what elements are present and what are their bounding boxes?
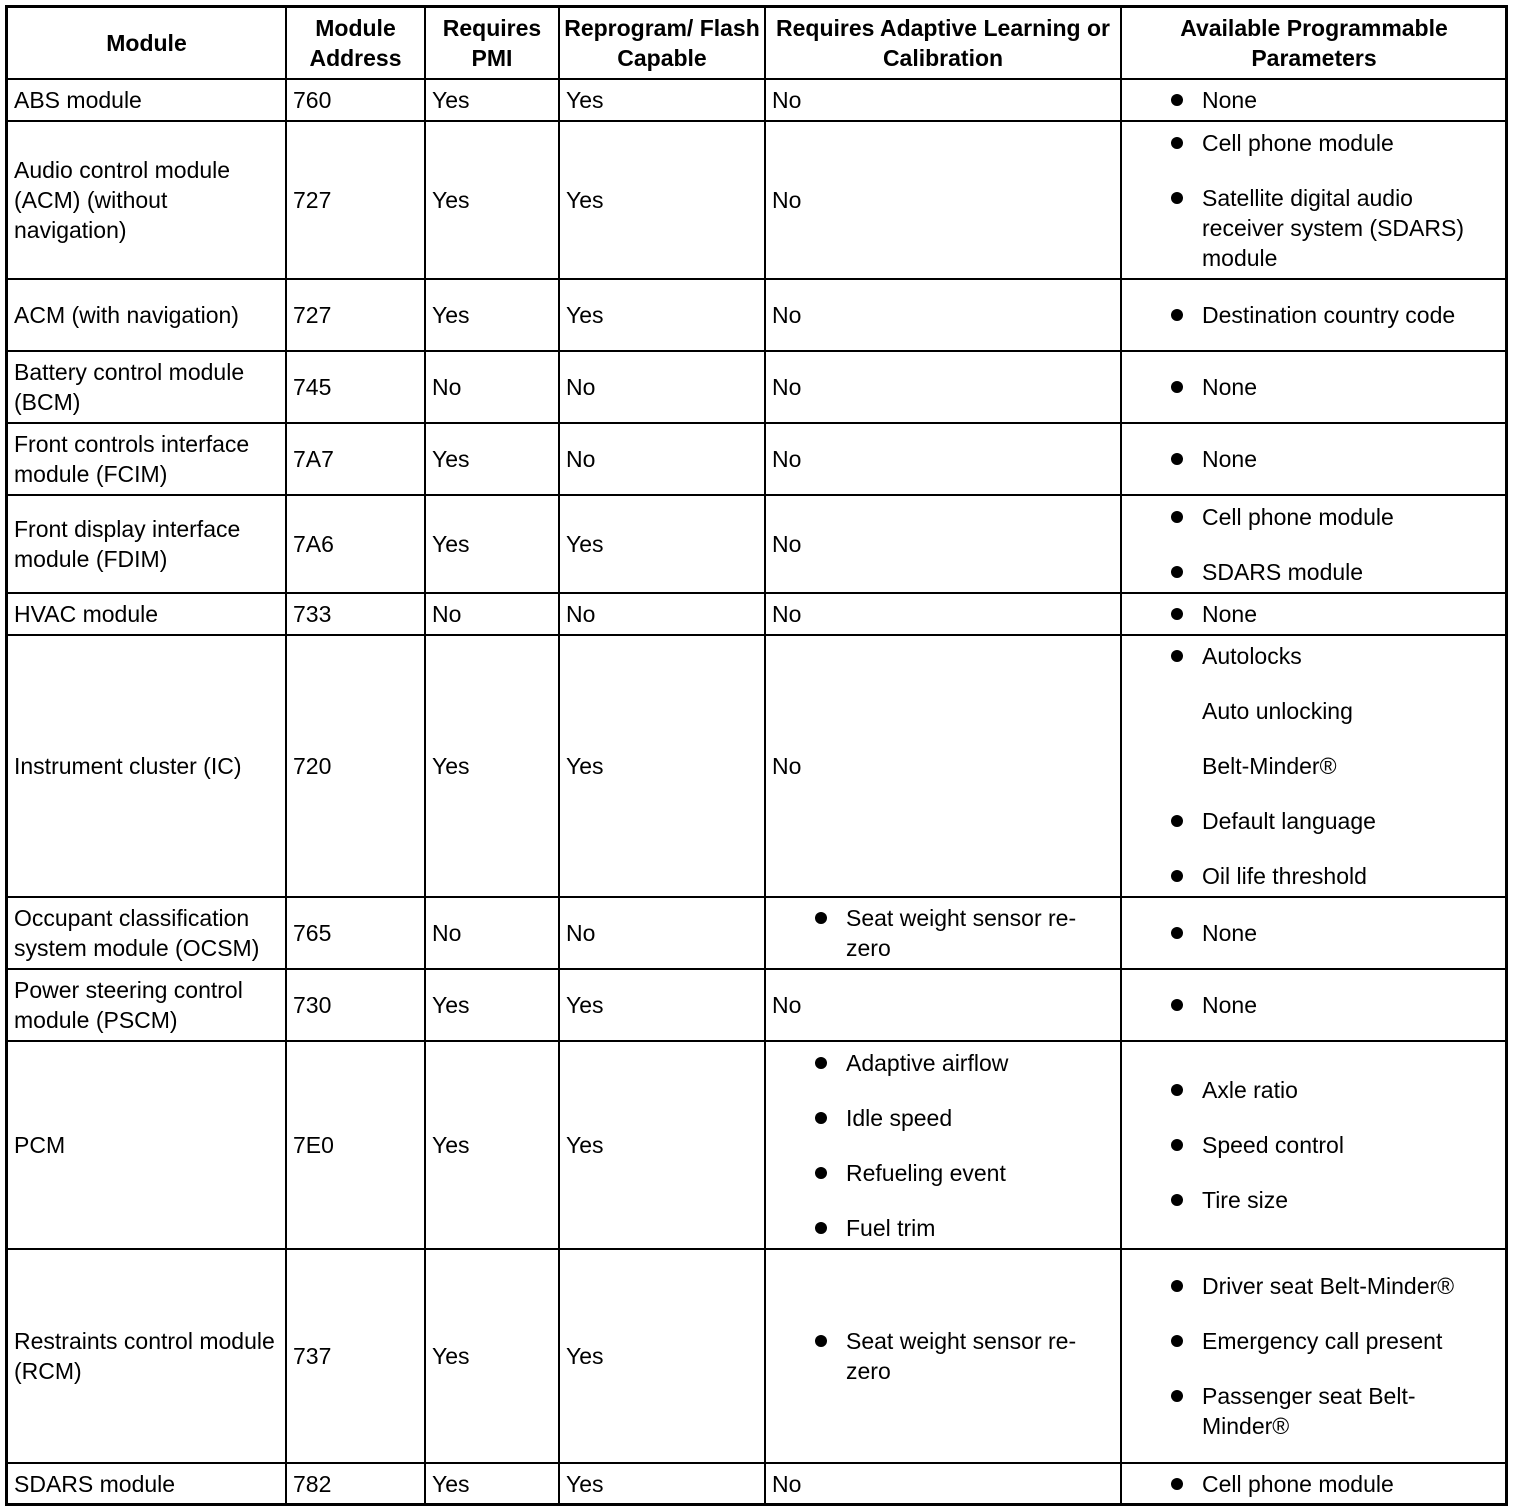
module-value: Occupant classification system module (OCSM) xyxy=(14,905,260,961)
module-value: SDARS module xyxy=(14,1471,176,1497)
cell-flash xyxy=(560,898,764,968)
params-list xyxy=(1122,1271,1506,1441)
address-value: 733 xyxy=(293,601,332,627)
list-item xyxy=(1122,861,1506,891)
cell-adaptive xyxy=(766,496,1120,592)
cell-pmi xyxy=(426,122,558,278)
bullet-icon xyxy=(1171,1280,1183,1292)
cell-pmi xyxy=(426,594,558,634)
cell-flash xyxy=(560,496,764,592)
list-item-text: Fuel trim xyxy=(846,1214,936,1241)
pmi-value: Yes xyxy=(432,753,470,779)
flash-value: Yes xyxy=(566,992,604,1018)
bullet-icon xyxy=(1171,1335,1183,1347)
address-value: 7A6 xyxy=(293,531,334,557)
list-item xyxy=(1122,557,1506,587)
params-list xyxy=(1122,128,1506,273)
cell-module xyxy=(8,424,285,494)
cell-adaptive xyxy=(766,122,1120,278)
header-label: Module xyxy=(106,30,187,56)
cell-address xyxy=(287,898,424,968)
bullet-icon xyxy=(1171,999,1183,1011)
cell-flash xyxy=(560,1042,764,1248)
bullet-icon xyxy=(1171,608,1183,620)
cell-flash xyxy=(560,970,764,1040)
list-item-text: None xyxy=(1202,992,1257,1018)
bullet-icon xyxy=(815,1167,827,1179)
module-value: Front display interface module (FDIM) xyxy=(14,516,241,572)
cell-params xyxy=(1122,122,1506,278)
flash-value: No xyxy=(566,920,596,946)
bullet-icon xyxy=(815,1222,827,1234)
list-item xyxy=(1122,990,1506,1020)
adaptive-list xyxy=(766,1048,1120,1243)
bullet-icon xyxy=(1171,1194,1183,1206)
cell-address xyxy=(287,496,424,592)
list-item xyxy=(1122,372,1506,402)
module-value: HVAC module xyxy=(14,601,159,627)
list-item-text: Seat weight sensor re-zero xyxy=(846,905,1077,961)
params-list xyxy=(1122,300,1506,330)
bullet-icon xyxy=(1171,381,1183,393)
pmi-value: No xyxy=(432,920,462,946)
pmi-value: Yes xyxy=(432,1343,470,1369)
module-value: Front controls interface module (FCIM) xyxy=(14,431,250,487)
cell-params xyxy=(1122,636,1506,896)
bullet-icon xyxy=(1171,94,1183,106)
list-item-text: Passenger seat Belt-Minder® xyxy=(1202,1383,1416,1439)
list-item-text: Destination country code xyxy=(1202,302,1456,328)
module-value: PCM xyxy=(14,1132,66,1158)
cell-adaptive xyxy=(766,352,1120,422)
list-item-text: Oil life threshold xyxy=(1202,863,1367,889)
list-item-text: Autolocks xyxy=(1202,643,1302,669)
adaptive-value: No xyxy=(772,374,802,400)
bullet-icon xyxy=(815,1057,827,1069)
cell-module xyxy=(8,970,285,1040)
cell-address xyxy=(287,280,424,350)
bullet-icon xyxy=(1171,1478,1183,1490)
flash-value: Yes xyxy=(566,531,604,557)
adaptive-value: No xyxy=(772,302,802,328)
address-value: 760 xyxy=(293,87,332,113)
address-value: 765 xyxy=(293,920,332,946)
bullet-icon xyxy=(1171,511,1183,523)
module-value: ABS module xyxy=(14,87,142,113)
list-item xyxy=(1122,1271,1506,1301)
cell-module xyxy=(8,594,285,634)
cell-flash xyxy=(560,122,764,278)
cell-pmi xyxy=(426,424,558,494)
cell-adaptive xyxy=(766,280,1120,350)
list-item-text: Axle ratio xyxy=(1202,1077,1298,1103)
header-label: Available Programmable Parameters xyxy=(1180,15,1448,71)
header-flash xyxy=(560,8,764,78)
list-item-text: Auto unlocking xyxy=(1202,698,1353,724)
bullet-icon xyxy=(815,912,827,924)
list-item xyxy=(1122,502,1506,532)
cell-module xyxy=(8,898,285,968)
list-item-text: Belt-Minder® xyxy=(1202,753,1337,779)
header-params xyxy=(1122,8,1506,78)
module-value: Audio control module (ACM) (without navigation) xyxy=(14,157,231,243)
cell-adaptive xyxy=(766,594,1120,634)
list-item xyxy=(1122,599,1506,629)
list-item xyxy=(1122,1185,1506,1215)
list-item-text: Cell phone module xyxy=(1202,503,1394,530)
list-item xyxy=(1122,641,1506,671)
adaptive-list xyxy=(766,903,1120,963)
list-item xyxy=(766,903,1120,963)
adaptive-value: No xyxy=(772,1471,802,1497)
pmi-value: Yes xyxy=(432,446,470,472)
cell-pmi xyxy=(426,496,558,592)
list-item xyxy=(1122,1075,1506,1105)
list-item-text: Refueling event xyxy=(846,1159,1006,1186)
cell-params xyxy=(1122,280,1506,350)
cell-params xyxy=(1122,594,1506,634)
params-list xyxy=(1122,1469,1506,1499)
pmi-value: No xyxy=(432,374,462,400)
cell-params xyxy=(1122,1250,1506,1462)
cell-module xyxy=(8,80,285,120)
cell-address xyxy=(287,1464,424,1504)
address-value: 737 xyxy=(293,1343,332,1369)
adaptive-value: No xyxy=(772,87,802,113)
cell-flash xyxy=(560,594,764,634)
cell-module xyxy=(8,496,285,592)
list-item-text: Adaptive airflow xyxy=(846,1049,1009,1076)
list-item xyxy=(1122,300,1506,330)
cell-pmi xyxy=(426,1464,558,1504)
list-item xyxy=(1122,918,1506,948)
list-item xyxy=(1122,1326,1506,1356)
cell-params xyxy=(1122,352,1506,422)
params-list xyxy=(1122,372,1506,402)
cell-flash xyxy=(560,424,764,494)
params-list xyxy=(1122,641,1506,891)
address-value: 745 xyxy=(293,374,332,400)
list-item xyxy=(1122,183,1506,273)
header-adaptive xyxy=(766,8,1120,78)
list-item-text: None xyxy=(1202,87,1257,113)
params-list xyxy=(1122,502,1506,587)
list-item-text: Speed control xyxy=(1202,1132,1344,1158)
cell-adaptive xyxy=(766,80,1120,120)
bullet-icon xyxy=(1171,650,1183,662)
adaptive-value: No xyxy=(772,531,802,557)
bullet-icon xyxy=(1171,309,1183,321)
params-list xyxy=(1122,85,1506,115)
cell-params xyxy=(1122,80,1506,120)
cell-flash xyxy=(560,1250,764,1462)
cell-pmi xyxy=(426,898,558,968)
cell-pmi xyxy=(426,970,558,1040)
cell-address xyxy=(287,424,424,494)
address-value: 782 xyxy=(293,1471,332,1497)
cell-address xyxy=(287,122,424,278)
bullet-icon xyxy=(1171,1390,1183,1402)
list-item-text: Default language xyxy=(1202,808,1376,834)
flash-value: No xyxy=(566,601,596,627)
cell-address xyxy=(287,80,424,120)
cell-module xyxy=(8,352,285,422)
pmi-value: No xyxy=(432,601,462,627)
flash-value: Yes xyxy=(566,1471,604,1497)
adaptive-value: No xyxy=(772,992,802,1018)
adaptive-value: No xyxy=(772,446,802,472)
header-pmi xyxy=(426,8,558,78)
cell-adaptive xyxy=(766,970,1120,1040)
list-item-text: SDARS module xyxy=(1202,558,1364,585)
adaptive-value: No xyxy=(772,601,802,627)
list-item xyxy=(766,1326,1120,1386)
address-value: 730 xyxy=(293,992,332,1018)
module-value: Restraints control module (RCM) xyxy=(14,1328,275,1384)
cell-flash xyxy=(560,280,764,350)
flash-value: Yes xyxy=(566,1132,604,1158)
pmi-value: Yes xyxy=(432,1471,470,1497)
pmi-value: Yes xyxy=(432,1132,470,1158)
cell-adaptive xyxy=(766,636,1120,896)
cell-params xyxy=(1122,898,1506,968)
flash-value: No xyxy=(566,374,596,400)
cell-pmi xyxy=(426,280,558,350)
cell-adaptive xyxy=(766,1042,1120,1248)
module-value: ACM (with navigation) xyxy=(14,302,239,328)
list-item xyxy=(1122,1381,1506,1441)
cell-module xyxy=(8,1250,285,1462)
cell-pmi xyxy=(426,1250,558,1462)
flash-value: Yes xyxy=(566,187,604,213)
list-item xyxy=(766,1048,1120,1078)
bullet-icon xyxy=(1171,927,1183,939)
pmi-value: Yes xyxy=(432,302,470,328)
list-item xyxy=(766,1158,1120,1188)
cell-module xyxy=(8,122,285,278)
params-list xyxy=(1122,918,1506,948)
cell-module xyxy=(8,1464,285,1504)
cell-adaptive xyxy=(766,424,1120,494)
pmi-value: Yes xyxy=(432,187,470,213)
list-item-text: None xyxy=(1202,374,1257,400)
address-value: 727 xyxy=(293,187,332,213)
bullet-icon xyxy=(1171,453,1183,465)
list-item xyxy=(1122,1469,1506,1499)
header-label: Requires PMI xyxy=(442,15,542,71)
header-label: Reprogram/ Flash Capable xyxy=(564,15,760,71)
cell-params xyxy=(1122,424,1506,494)
params-list xyxy=(1122,1075,1506,1215)
list-item-text: Driver seat Belt-Minder® xyxy=(1202,1273,1455,1299)
cell-flash xyxy=(560,352,764,422)
list-item xyxy=(1122,1130,1506,1160)
cell-params xyxy=(1122,970,1506,1040)
module-value: Battery control module (BCM) xyxy=(14,359,245,415)
pmi-value: Yes xyxy=(432,87,470,113)
cell-module xyxy=(8,636,285,896)
cell-adaptive xyxy=(766,1250,1120,1462)
bullet-icon xyxy=(1171,566,1183,578)
list-item-text: Satellite digital audio receiver system (SDARS) module xyxy=(1202,184,1464,271)
adaptive-value: No xyxy=(772,187,802,213)
header-module xyxy=(8,8,285,78)
flash-value: Yes xyxy=(566,302,604,328)
flash-value: Yes xyxy=(566,753,604,779)
header-label: Requires Adaptive Learning or Calibration xyxy=(776,15,1110,71)
cell-flash xyxy=(560,1464,764,1504)
list-item xyxy=(1122,751,1506,781)
address-value: 7A7 xyxy=(293,446,334,472)
list-item xyxy=(1122,696,1506,726)
list-item-text: Idle speed xyxy=(846,1104,953,1131)
address-value: 7E0 xyxy=(293,1132,334,1158)
bullet-icon xyxy=(1171,815,1183,827)
adaptive-value: No xyxy=(772,753,802,779)
address-value: 727 xyxy=(293,302,332,328)
list-item-text: None xyxy=(1202,920,1257,946)
cell-address xyxy=(287,352,424,422)
cell-module xyxy=(8,1042,285,1248)
cell-address xyxy=(287,1042,424,1248)
list-item xyxy=(1122,85,1506,115)
bullet-icon xyxy=(1171,1084,1183,1096)
cell-address xyxy=(287,636,424,896)
flash-value: No xyxy=(566,446,596,472)
cell-pmi xyxy=(426,352,558,422)
bullet-icon xyxy=(1171,1139,1183,1151)
list-item-text: None xyxy=(1202,446,1257,472)
list-item-text: Cell phone module xyxy=(1202,129,1394,156)
bullet-icon xyxy=(815,1335,827,1347)
bullet-icon xyxy=(1171,137,1183,149)
list-item xyxy=(1122,806,1506,836)
cell-adaptive xyxy=(766,1464,1120,1504)
list-item xyxy=(766,1103,1120,1133)
list-item xyxy=(766,1213,1120,1243)
cell-flash xyxy=(560,636,764,896)
flash-value: Yes xyxy=(566,87,604,113)
header-label: Module Address xyxy=(309,15,402,71)
list-item-text: Tire size xyxy=(1202,1187,1289,1213)
module-value: Instrument cluster (IC) xyxy=(14,753,242,779)
pmi-value: Yes xyxy=(432,992,470,1018)
list-item xyxy=(1122,128,1506,158)
cell-pmi xyxy=(426,636,558,896)
cell-params xyxy=(1122,496,1506,592)
params-list xyxy=(1122,599,1506,629)
list-item-text: Cell phone module xyxy=(1202,1471,1394,1497)
cell-address xyxy=(287,1250,424,1462)
address-value: 720 xyxy=(293,753,332,779)
cell-params xyxy=(1122,1042,1506,1248)
adaptive-list xyxy=(766,1326,1120,1386)
cell-module xyxy=(8,280,285,350)
header-address xyxy=(287,8,424,78)
cell-flash xyxy=(560,80,764,120)
params-list xyxy=(1122,444,1506,474)
flash-value: Yes xyxy=(566,1343,604,1369)
module-value: Power steering control module (PSCM) xyxy=(14,977,243,1033)
cell-params xyxy=(1122,1464,1506,1504)
list-item-text: Emergency call present xyxy=(1202,1328,1443,1354)
params-list xyxy=(1122,990,1506,1020)
cell-pmi xyxy=(426,1042,558,1248)
pmi-value: Yes xyxy=(432,531,470,557)
bullet-icon xyxy=(815,1112,827,1124)
bullet-icon xyxy=(1171,192,1183,204)
cell-address xyxy=(287,594,424,634)
cell-address xyxy=(287,970,424,1040)
bullet-icon xyxy=(1171,870,1183,882)
cell-adaptive xyxy=(766,898,1120,968)
list-item xyxy=(1122,444,1506,474)
list-item-text: Seat weight sensor re-zero xyxy=(846,1328,1077,1384)
list-item-text: None xyxy=(1202,601,1257,627)
cell-pmi xyxy=(426,80,558,120)
